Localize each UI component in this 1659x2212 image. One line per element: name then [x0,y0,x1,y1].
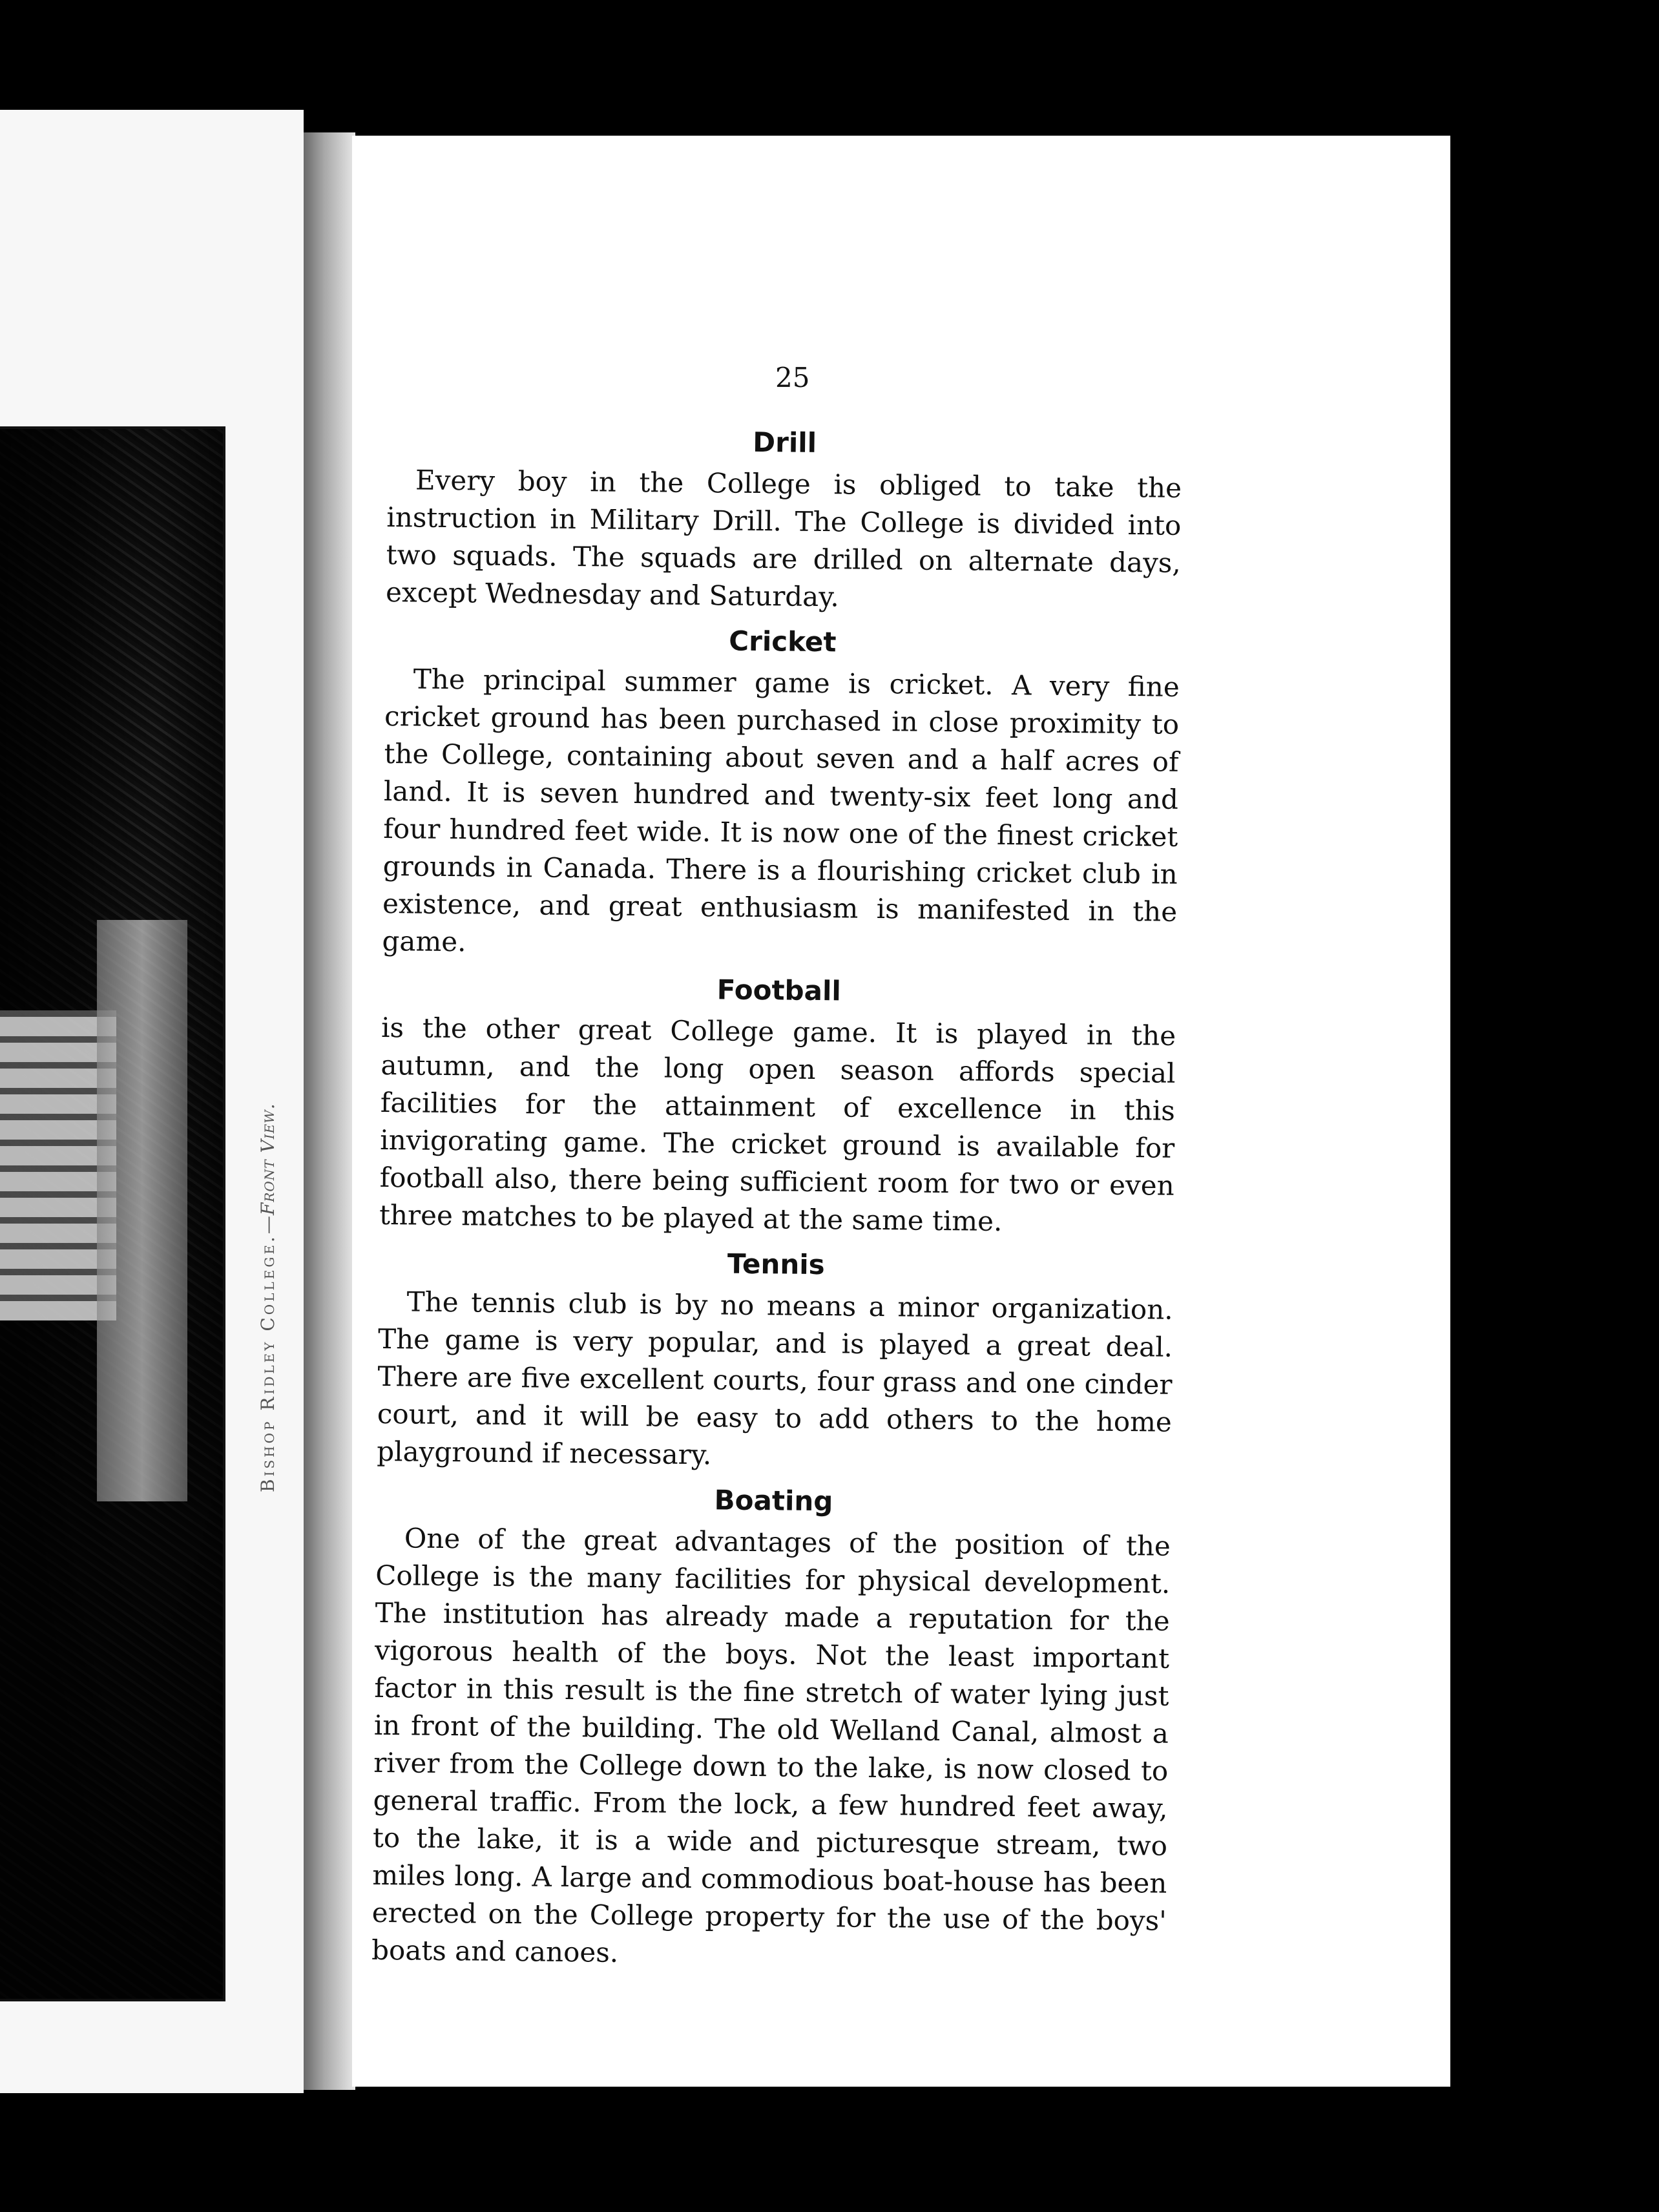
caption-italic: —Front View. [257,1103,278,1235]
page-text [371,420,1182,1985]
caption-main: Bishop Ridley College. [257,1234,278,1492]
photo-caption [257,1103,278,1492]
college-photograph [0,426,225,2001]
facing-page [0,110,304,2093]
section-body-cricket: The principal summer game is cricket. A very fine cricket ground has been purchased in close proximity to the College, containing about seven and a half acres of land. It is seven hundred and twenty-six feet long and four hundred feet wide. It is now one of the finest cricket grounds in Canada. There is a flourishing cricket club in existence, and great enthusiasm is manifested in the game. [382,663,1180,958]
section-heading-football: Football [716,974,842,1007]
page-gutter-shadow [304,132,355,2090]
section-body-football: is the other great College game. It is played in the autumn, and the long open season affords special facilities for the attainment of excellence in this invigorating game. The cricket ground is available for football also, there being sufficient room for two or even three matches to be played at the same time. [379,1011,1176,1238]
section-heading-cricket: Cricket [729,625,837,658]
section-heading-drill: Drill [753,426,817,459]
section-body-drill: Every boy in the College is obliged to take the instruction in Military Drill. The College is divided into two squads. The squads are drilled on alternate days, except Wednesday and Saturday. [385,464,1182,613]
section-body-tennis: The tennis club is by no means a minor organization. The game is very popular, and is played a great deal. There are five excellent courts, four grass and one cinder court, and it will be easy to add others to the home playground if necessary. [377,1286,1173,1471]
section-heading-tennis: Tennis [727,1247,825,1281]
path-image [97,920,187,1501]
section-heading-boating: Boating [714,1484,833,1518]
section-body-boating: One of the great advantages of the position of the College is the many facilities for physical development. The institution has already made a reputation for the vigorous health of the boys. Not the least important factor in this result is the fine stretch of water lying just in front of the building. The old Welland Canal, almost a river from the College down to the lake, is now closed to general traffic. From the lock, a few hundred feet away, to the lake, it is a wide and picturesque stream, two miles long. A large and commodious boat-house has been erected on the College property for the use of the boys' boats and canoes. [371,1522,1171,1968]
page-number: 25 [775,362,810,393]
